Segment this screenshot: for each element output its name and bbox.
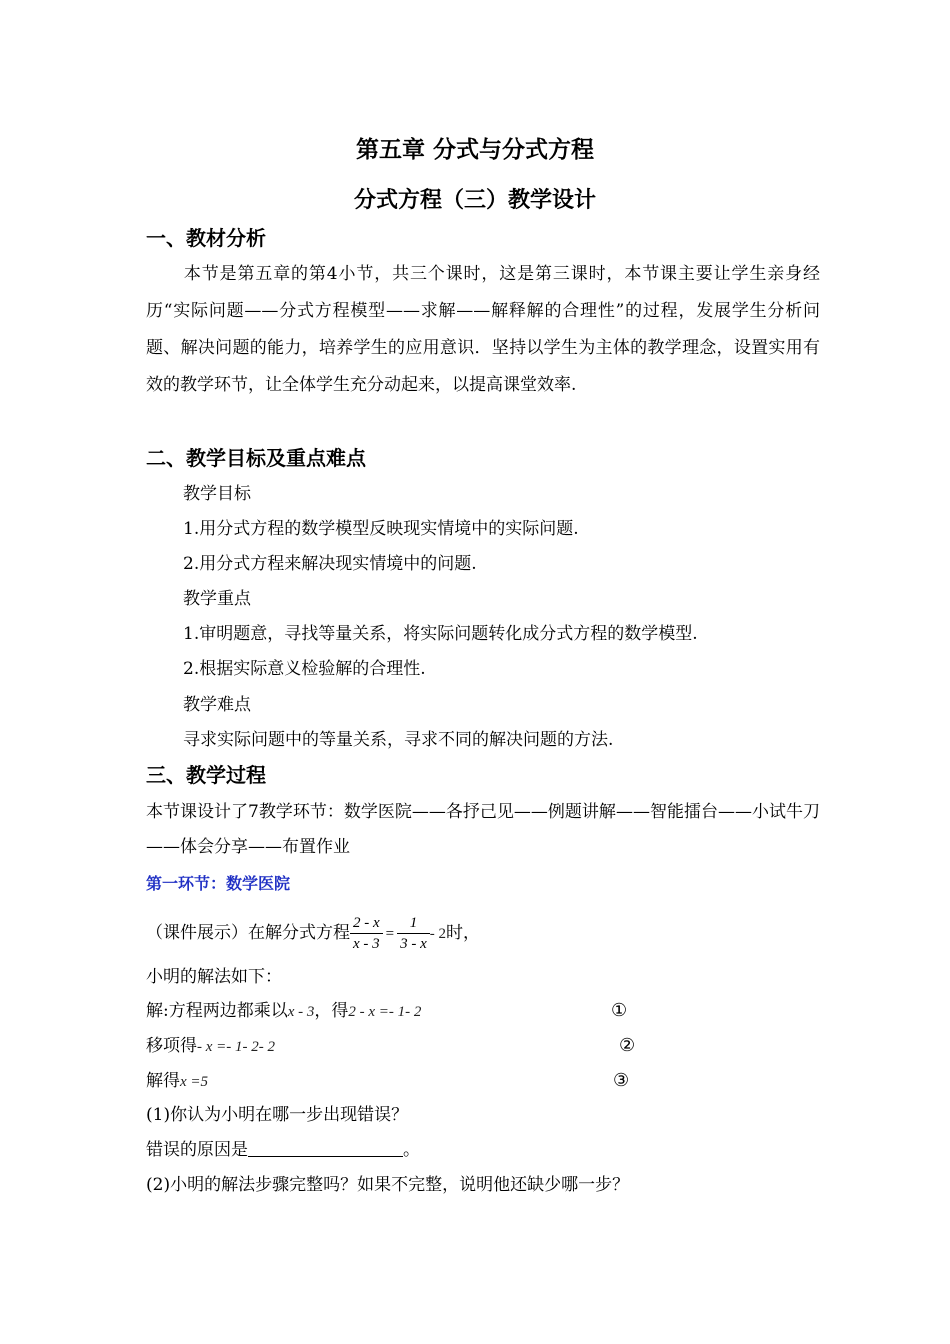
step2-math: - x =- 1- 2- 2 (197, 1039, 276, 1055)
reason-suffix: 。 (403, 1140, 420, 1160)
fraction-right-denominator: 3 - x (400, 936, 427, 952)
fraction-right-numerator: 1 (397, 913, 430, 934)
question-1: (1)你认为小明在哪一步出现错误？ (146, 1105, 409, 1125)
chapter-title: 第五章 分式与分式方程 (355, 137, 594, 163)
problem-tail-math: - 2 (429, 926, 447, 942)
analysis-paragraph (146, 256, 820, 404)
difficulty-item-1: 寻求实际问题中的等量关系，寻求不同的解决问题的方法. (183, 730, 614, 750)
step1-mid: ，得 (314, 1001, 349, 1021)
goal-item-2: 2.用分式方程来解决现实情境中的问题. (183, 554, 477, 574)
step1-text: 解:方程两边都乘以 (146, 1001, 288, 1021)
fraction-right (397, 913, 430, 954)
section-heading-2: 二、教学目标及重点难点 (146, 446, 366, 470)
goal-label: 教学目标 (183, 484, 251, 504)
key-item-1: 1.审明题意，寻找等量关系，将实际问题转化成分式方程的数学模型. (183, 624, 698, 644)
problem-prefix: （课件展示）在解分式方程 (146, 923, 350, 943)
reason-prefix: 错误的原因是 (146, 1140, 248, 1160)
equals-sign: = (385, 926, 395, 942)
analysis-text: 本节是第五章的第4小节，共三个课时，这是第三课时，本节课主要让学生亲身经历“实际问题——分式方程模型——求解——解释解的合理性”的过程，发展学生分析问题、解决问题的能力，培养学生的应用意识．坚持以学生为主体的教学理念，设置实用有效的教学环节，让全体学生充分动起来，以提高课堂效率. (146, 264, 820, 395)
step-marker-2: ② (619, 1035, 636, 1056)
process-intro: 本节课设计了7教学环节：数学医院——各抒己见——例题讲解——智能擂台——小试牛刀——体会分享——布置作业 (146, 802, 820, 857)
key-label: 教学重点 (183, 589, 251, 609)
goal-item-1: 1.用分式方程的数学模型反映现实情境中的实际问题. (183, 519, 579, 539)
answer-blank[interactable] (248, 1138, 403, 1157)
solution-step-2 (146, 1033, 275, 1060)
step3-text: 解得 (146, 1071, 180, 1091)
section-heading-1: 一、教材分析 (146, 226, 266, 250)
problem-statement (146, 911, 480, 956)
difficulty-label: 教学难点 (183, 695, 251, 715)
key-item-2: 2.根据实际意义检验解的合理性. (183, 659, 426, 679)
xiaoming-intro: 小明的解法如下： (146, 967, 282, 987)
solution-step-1 (146, 998, 421, 1025)
step1-math-multiplier: x - 3 (287, 1004, 315, 1020)
fraction-left-numerator: 2 - x (350, 913, 383, 934)
step-marker-1: ① (611, 1000, 628, 1021)
lesson-title: 分式方程（三）教学设计 (353, 188, 596, 213)
step2-text: 移项得 (146, 1036, 197, 1056)
question-2: (2)小明的解法步骤完整吗？如果不完整，说明他还缺少哪一步？ (146, 1175, 630, 1195)
section-heading-3: 三、教学过程 (146, 763, 266, 787)
step-marker-3: ③ (613, 1070, 630, 1091)
step1-math-result: 2 - x =- 1- 2 (348, 1004, 422, 1020)
step3-math: x =5 (180, 1074, 209, 1090)
part1-heading: 第一环节：数学医院 (146, 874, 291, 893)
problem-suffix: 时， (446, 923, 481, 943)
solution-step-3 (146, 1068, 208, 1095)
fraction-left (350, 913, 383, 954)
question-1-reason (146, 1137, 420, 1163)
fraction-left-denominator: x - 3 (353, 936, 380, 952)
